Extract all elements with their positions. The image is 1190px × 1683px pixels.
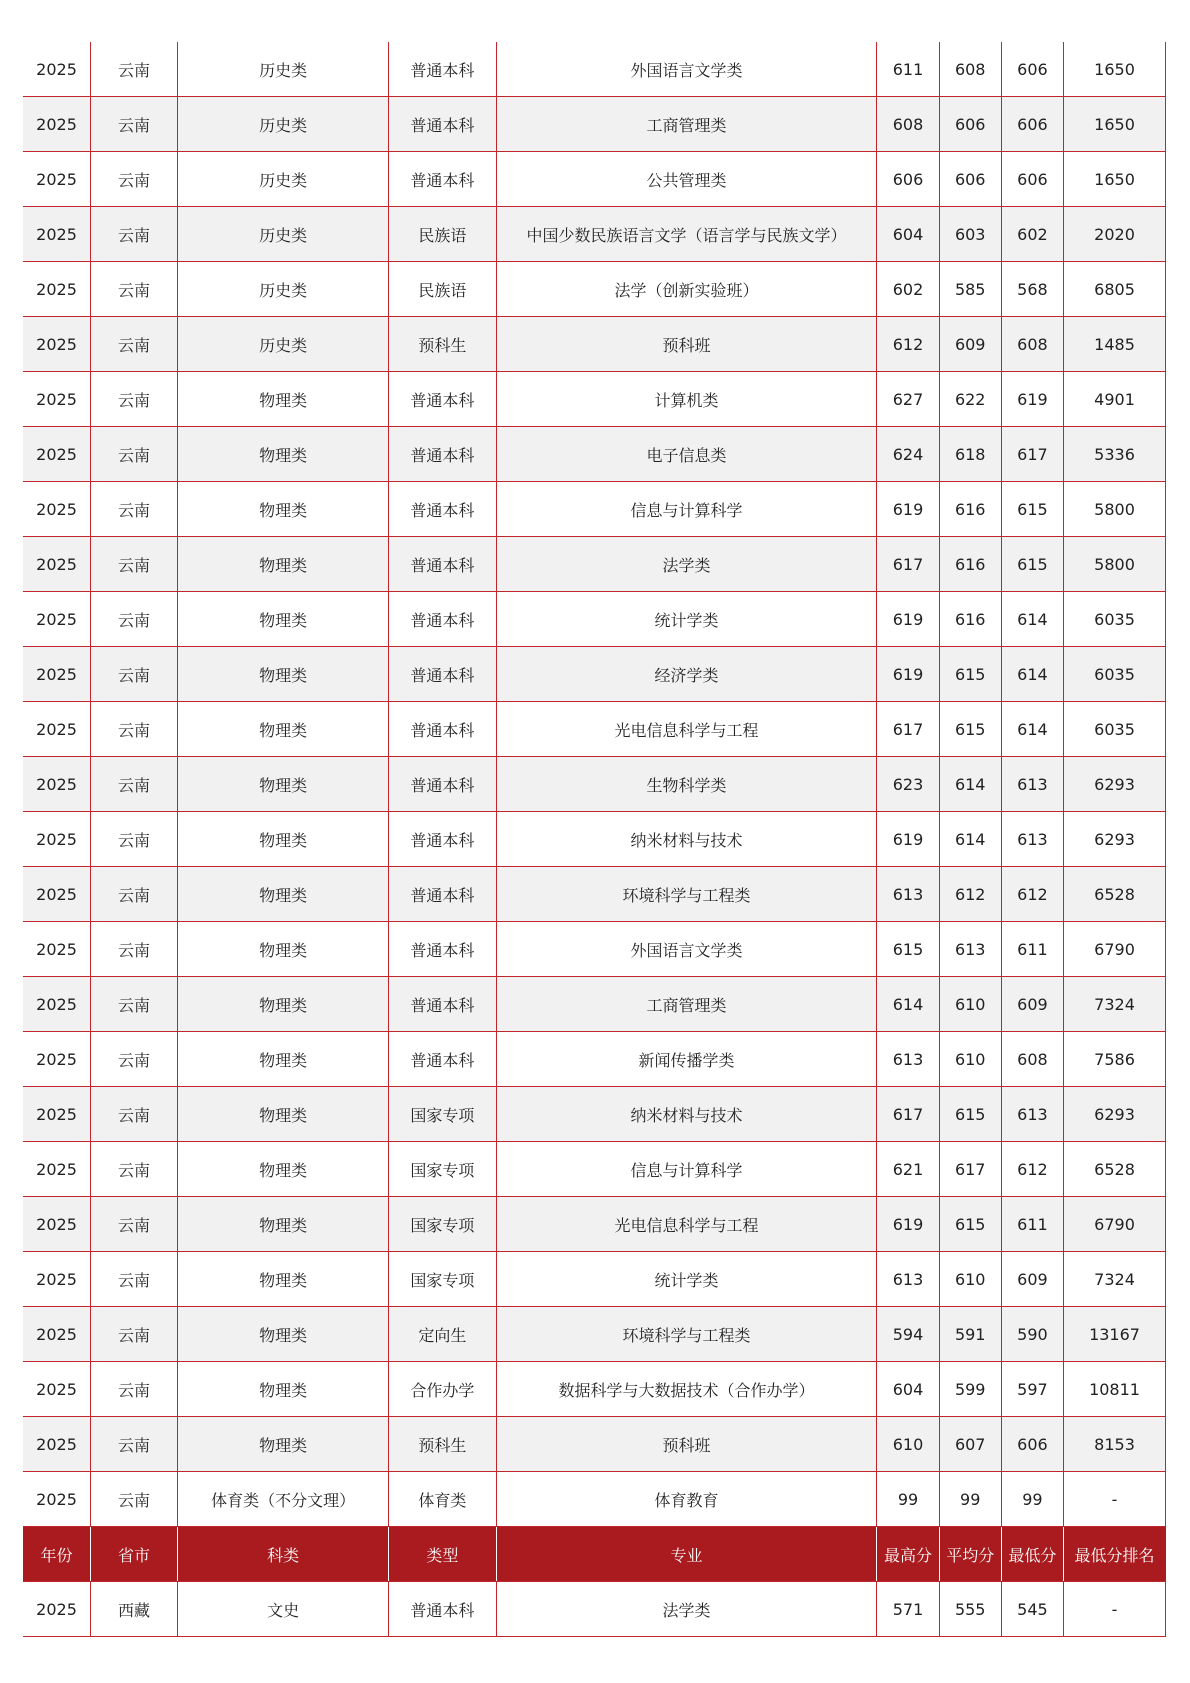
cell-admission-type: 国家专项 <box>389 1252 496 1307</box>
cell-admission-type: 普通本科 <box>389 867 496 922</box>
header-cell-major: 专业 <box>496 1527 877 1582</box>
cell-admission-type: 普通本科 <box>389 647 496 702</box>
table-row <box>23 592 1166 647</box>
cell-year: 2025 <box>23 1142 91 1197</box>
cell-highest-score: 617 <box>877 537 939 592</box>
cell-highest-score: 612 <box>877 317 939 372</box>
cell-province: 云南 <box>91 1362 178 1417</box>
cell-admission-type: 民族语 <box>389 207 496 262</box>
table-row <box>23 372 1166 427</box>
cell-admission-type: 国家专项 <box>389 1197 496 1252</box>
cell-subject-category: 物理类 <box>177 867 388 922</box>
cell-highest-score: 604 <box>877 207 939 262</box>
cell-admission-type: 体育类 <box>389 1472 496 1527</box>
cell-province: 云南 <box>91 1032 178 1087</box>
cell-province: 云南 <box>91 482 178 537</box>
cell-province: 云南 <box>91 1472 178 1527</box>
cell-average-score: 609 <box>939 317 1001 372</box>
cell-lowest-score-rank: 2020 <box>1064 207 1166 262</box>
cell-highest-score: 619 <box>877 812 939 867</box>
table-row <box>23 1087 1166 1142</box>
cell-admission-type: 国家专项 <box>389 1142 496 1197</box>
table-header-row <box>23 1527 1166 1582</box>
cell-subject-category: 物理类 <box>177 757 388 812</box>
cell-lowest-score-rank: 7324 <box>1064 1252 1166 1307</box>
cell-admission-type: 普通本科 <box>389 592 496 647</box>
cell-province: 云南 <box>91 867 178 922</box>
cell-average-score: 618 <box>939 427 1001 482</box>
cell-highest-score: 613 <box>877 1032 939 1087</box>
cell-subject-category: 物理类 <box>177 702 388 757</box>
cell-admission-type: 普通本科 <box>389 42 496 97</box>
cell-major: 法学类 <box>496 537 877 592</box>
cell-subject-category: 物理类 <box>177 1197 388 1252</box>
header-cell-year: 年份 <box>23 1527 91 1582</box>
cell-year: 2025 <box>23 1197 91 1252</box>
cell-average-score: 614 <box>939 812 1001 867</box>
cell-lowest-score: 614 <box>1001 702 1063 757</box>
cell-subject-category: 物理类 <box>177 977 388 1032</box>
cell-subject-category: 物理类 <box>177 1362 388 1417</box>
cell-year: 2025 <box>23 207 91 262</box>
cell-admission-type: 普通本科 <box>389 757 496 812</box>
cell-average-score: 606 <box>939 97 1001 152</box>
cell-lowest-score-rank: 1650 <box>1064 152 1166 207</box>
header-cell-lowest-score-rank: 最低分排名 <box>1064 1527 1166 1582</box>
cell-admission-type: 预科生 <box>389 1417 496 1472</box>
cell-average-score: 616 <box>939 592 1001 647</box>
table-row <box>23 427 1166 482</box>
cell-province: 云南 <box>91 977 178 1032</box>
cell-major: 环境科学与工程类 <box>496 1307 877 1362</box>
cell-subject-category: 历史类 <box>177 207 388 262</box>
cell-province: 云南 <box>91 1417 178 1472</box>
cell-admission-type: 普通本科 <box>389 152 496 207</box>
cell-admission-type: 普通本科 <box>389 372 496 427</box>
cell-lowest-score: 614 <box>1001 647 1063 702</box>
cell-lowest-score: 609 <box>1001 977 1063 1032</box>
cell-major: 外国语言文学类 <box>496 922 877 977</box>
cell-average-score: 608 <box>939 42 1001 97</box>
table-row <box>23 152 1166 207</box>
cell-admission-type: 普通本科 <box>389 812 496 867</box>
cell-lowest-score-rank: - <box>1064 1472 1166 1527</box>
cell-lowest-score-rank: 6790 <box>1064 922 1166 977</box>
cell-province: 云南 <box>91 702 178 757</box>
table-row <box>23 702 1166 757</box>
cell-province: 云南 <box>91 427 178 482</box>
cell-province: 云南 <box>91 372 178 427</box>
cell-lowest-score-rank: 5800 <box>1064 537 1166 592</box>
cell-year: 2025 <box>23 867 91 922</box>
cell-year: 2025 <box>23 317 91 372</box>
table-row <box>23 977 1166 1032</box>
cell-highest-score: 571 <box>877 1582 939 1637</box>
cell-admission-type: 普通本科 <box>389 537 496 592</box>
cell-lowest-score-rank: 6805 <box>1064 262 1166 317</box>
cell-province: 云南 <box>91 1252 178 1307</box>
table-row <box>23 812 1166 867</box>
cell-average-score: 599 <box>939 1362 1001 1417</box>
cell-major: 电子信息类 <box>496 427 877 482</box>
cell-year: 2025 <box>23 1032 91 1087</box>
cell-lowest-score: 612 <box>1001 1142 1063 1197</box>
cell-lowest-score: 568 <box>1001 262 1063 317</box>
cell-major: 经济学类 <box>496 647 877 702</box>
cell-province: 云南 <box>91 262 178 317</box>
cell-province: 云南 <box>91 757 178 812</box>
cell-major: 信息与计算科学 <box>496 482 877 537</box>
cell-subject-category: 物理类 <box>177 592 388 647</box>
cell-average-score: 616 <box>939 482 1001 537</box>
cell-highest-score: 627 <box>877 372 939 427</box>
cell-lowest-score-rank: 6790 <box>1064 1197 1166 1252</box>
cell-province: 云南 <box>91 1197 178 1252</box>
cell-average-score: 613 <box>939 922 1001 977</box>
cell-average-score: 99 <box>939 1472 1001 1527</box>
cell-province: 云南 <box>91 647 178 702</box>
cell-lowest-score: 606 <box>1001 97 1063 152</box>
cell-major: 法学（创新实验班） <box>496 262 877 317</box>
cell-lowest-score: 613 <box>1001 1087 1063 1142</box>
cell-province: 云南 <box>91 537 178 592</box>
cell-highest-score: 617 <box>877 1087 939 1142</box>
cell-subject-category: 物理类 <box>177 372 388 427</box>
cell-subject-category: 历史类 <box>177 97 388 152</box>
cell-year: 2025 <box>23 1472 91 1527</box>
cell-lowest-score-rank: 7586 <box>1064 1032 1166 1087</box>
cell-province: 云南 <box>91 812 178 867</box>
cell-year: 2025 <box>23 482 91 537</box>
cell-major: 预科班 <box>496 317 877 372</box>
table-row <box>23 317 1166 372</box>
cell-average-score: 622 <box>939 372 1001 427</box>
cell-major: 计算机类 <box>496 372 877 427</box>
cell-lowest-score: 606 <box>1001 1417 1063 1472</box>
cell-subject-category: 历史类 <box>177 317 388 372</box>
cell-year: 2025 <box>23 702 91 757</box>
cell-major: 预科班 <box>496 1417 877 1472</box>
cell-lowest-score: 613 <box>1001 757 1063 812</box>
cell-year: 2025 <box>23 1087 91 1142</box>
cell-lowest-score: 611 <box>1001 1197 1063 1252</box>
cell-lowest-score: 99 <box>1001 1472 1063 1527</box>
cell-subject-category: 体育类（不分文理） <box>177 1472 388 1527</box>
cell-subject-category: 文史 <box>177 1582 388 1637</box>
cell-province: 云南 <box>91 1087 178 1142</box>
admission-scores-table <box>23 42 1166 1637</box>
cell-subject-category: 历史类 <box>177 42 388 97</box>
cell-lowest-score: 606 <box>1001 42 1063 97</box>
cell-province: 云南 <box>91 97 178 152</box>
cell-year: 2025 <box>23 1252 91 1307</box>
cell-admission-type: 合作办学 <box>389 1362 496 1417</box>
cell-major: 中国少数民族语言文学（语言学与民族文学） <box>496 207 877 262</box>
cell-province: 云南 <box>91 1307 178 1362</box>
cell-major: 外国语言文学类 <box>496 42 877 97</box>
cell-major: 体育教育 <box>496 1472 877 1527</box>
cell-admission-type: 普通本科 <box>389 1582 496 1637</box>
cell-highest-score: 99 <box>877 1472 939 1527</box>
table-row <box>23 1417 1166 1472</box>
cell-province: 云南 <box>91 592 178 647</box>
cell-subject-category: 物理类 <box>177 1252 388 1307</box>
table-row <box>23 1032 1166 1087</box>
cell-major: 公共管理类 <box>496 152 877 207</box>
cell-year: 2025 <box>23 812 91 867</box>
cell-major: 环境科学与工程类 <box>496 867 877 922</box>
cell-province: 云南 <box>91 317 178 372</box>
cell-lowest-score: 590 <box>1001 1307 1063 1362</box>
cell-major: 数据科学与大数据技术（合作办学） <box>496 1362 877 1417</box>
cell-subject-category: 物理类 <box>177 537 388 592</box>
cell-average-score: 615 <box>939 647 1001 702</box>
cell-subject-category: 物理类 <box>177 1417 388 1472</box>
cell-admission-type: 普通本科 <box>389 97 496 152</box>
cell-average-score: 607 <box>939 1417 1001 1472</box>
cell-province: 西藏 <box>91 1582 178 1637</box>
cell-highest-score: 611 <box>877 42 939 97</box>
cell-admission-type: 定向生 <box>389 1307 496 1362</box>
cell-major: 法学类 <box>496 1582 877 1637</box>
cell-lowest-score: 614 <box>1001 592 1063 647</box>
cell-lowest-score: 606 <box>1001 152 1063 207</box>
cell-year: 2025 <box>23 97 91 152</box>
cell-admission-type: 预科生 <box>389 317 496 372</box>
cell-lowest-score-rank: 7324 <box>1064 977 1166 1032</box>
cell-subject-category: 物理类 <box>177 482 388 537</box>
cell-year: 2025 <box>23 1307 91 1362</box>
cell-average-score: 585 <box>939 262 1001 317</box>
cell-average-score: 603 <box>939 207 1001 262</box>
cell-lowest-score-rank: - <box>1064 1582 1166 1637</box>
table-row <box>23 1307 1166 1362</box>
cell-subject-category: 物理类 <box>177 1142 388 1197</box>
cell-average-score: 612 <box>939 867 1001 922</box>
cell-lowest-score: 612 <box>1001 867 1063 922</box>
cell-highest-score: 613 <box>877 1252 939 1307</box>
cell-admission-type: 国家专项 <box>389 1087 496 1142</box>
cell-highest-score: 615 <box>877 922 939 977</box>
header-cell-subject-category: 科类 <box>177 1527 388 1582</box>
cell-lowest-score-rank: 6293 <box>1064 812 1166 867</box>
cell-subject-category: 物理类 <box>177 1307 388 1362</box>
header-cell-admission-type: 类型 <box>389 1527 496 1582</box>
table-row <box>23 1362 1166 1417</box>
cell-year: 2025 <box>23 647 91 702</box>
cell-average-score: 610 <box>939 1252 1001 1307</box>
cell-year: 2025 <box>23 1582 91 1637</box>
cell-year: 2025 <box>23 537 91 592</box>
table-row <box>23 1582 1166 1637</box>
cell-average-score: 610 <box>939 1032 1001 1087</box>
cell-year: 2025 <box>23 152 91 207</box>
cell-year: 2025 <box>23 262 91 317</box>
cell-lowest-score: 608 <box>1001 1032 1063 1087</box>
cell-highest-score: 621 <box>877 1142 939 1197</box>
cell-highest-score: 604 <box>877 1362 939 1417</box>
header-cell-highest-score: 最高分 <box>877 1527 939 1582</box>
cell-lowest-score: 617 <box>1001 427 1063 482</box>
cell-subject-category: 物理类 <box>177 427 388 482</box>
cell-lowest-score: 609 <box>1001 1252 1063 1307</box>
cell-lowest-score: 615 <box>1001 537 1063 592</box>
cell-highest-score: 619 <box>877 592 939 647</box>
cell-year: 2025 <box>23 757 91 812</box>
cell-major: 统计学类 <box>496 592 877 647</box>
cell-highest-score: 619 <box>877 647 939 702</box>
cell-subject-category: 历史类 <box>177 262 388 317</box>
cell-lowest-score-rank: 5336 <box>1064 427 1166 482</box>
cell-highest-score: 610 <box>877 1417 939 1472</box>
table-row <box>23 922 1166 977</box>
cell-lowest-score: 597 <box>1001 1362 1063 1417</box>
table-row <box>23 1472 1166 1527</box>
cell-highest-score: 602 <box>877 262 939 317</box>
cell-average-score: 615 <box>939 1087 1001 1142</box>
table-row <box>23 262 1166 317</box>
cell-lowest-score-rank: 1485 <box>1064 317 1166 372</box>
cell-average-score: 614 <box>939 757 1001 812</box>
cell-lowest-score: 611 <box>1001 922 1063 977</box>
cell-year: 2025 <box>23 1362 91 1417</box>
cell-major: 统计学类 <box>496 1252 877 1307</box>
header-cell-province: 省市 <box>91 1527 178 1582</box>
cell-average-score: 591 <box>939 1307 1001 1362</box>
cell-average-score: 616 <box>939 537 1001 592</box>
cell-lowest-score-rank: 6293 <box>1064 757 1166 812</box>
cell-lowest-score-rank: 1650 <box>1064 97 1166 152</box>
cell-admission-type: 普通本科 <box>389 482 496 537</box>
cell-year: 2025 <box>23 372 91 427</box>
cell-lowest-score: 615 <box>1001 482 1063 537</box>
cell-province: 云南 <box>91 207 178 262</box>
cell-lowest-score: 619 <box>1001 372 1063 427</box>
cell-province: 云南 <box>91 922 178 977</box>
cell-lowest-score: 608 <box>1001 317 1063 372</box>
cell-major: 生物科学类 <box>496 757 877 812</box>
cell-average-score: 617 <box>939 1142 1001 1197</box>
header-cell-lowest-score: 最低分 <box>1001 1527 1063 1582</box>
cell-province: 云南 <box>91 1142 178 1197</box>
cell-subject-category: 历史类 <box>177 152 388 207</box>
cell-major: 纳米材料与技术 <box>496 1087 877 1142</box>
cell-subject-category: 物理类 <box>177 1087 388 1142</box>
cell-average-score: 555 <box>939 1582 1001 1637</box>
cell-lowest-score: 602 <box>1001 207 1063 262</box>
cell-admission-type: 普通本科 <box>389 922 496 977</box>
cell-highest-score: 608 <box>877 97 939 152</box>
cell-admission-type: 普通本科 <box>389 427 496 482</box>
cell-average-score: 606 <box>939 152 1001 207</box>
cell-subject-category: 物理类 <box>177 922 388 977</box>
cell-year: 2025 <box>23 42 91 97</box>
table-row <box>23 1142 1166 1197</box>
cell-admission-type: 普通本科 <box>389 702 496 757</box>
cell-major: 纳米材料与技术 <box>496 812 877 867</box>
table-row <box>23 757 1166 812</box>
table-row <box>23 537 1166 592</box>
cell-year: 2025 <box>23 922 91 977</box>
cell-lowest-score-rank: 1650 <box>1064 42 1166 97</box>
cell-lowest-score-rank: 10811 <box>1064 1362 1166 1417</box>
cell-admission-type: 普通本科 <box>389 977 496 1032</box>
cell-average-score: 615 <box>939 1197 1001 1252</box>
cell-major: 光电信息科学与工程 <box>496 702 877 757</box>
table-row <box>23 207 1166 262</box>
cell-lowest-score-rank: 13167 <box>1064 1307 1166 1362</box>
table-row <box>23 1197 1166 1252</box>
cell-year: 2025 <box>23 592 91 647</box>
cell-average-score: 615 <box>939 702 1001 757</box>
table-row <box>23 1252 1166 1307</box>
cell-lowest-score-rank: 4901 <box>1064 372 1166 427</box>
header-cell-average-score: 平均分 <box>939 1527 1001 1582</box>
cell-lowest-score-rank: 6035 <box>1064 647 1166 702</box>
table-row <box>23 97 1166 152</box>
cell-highest-score: 619 <box>877 1197 939 1252</box>
cell-major: 工商管理类 <box>496 97 877 152</box>
cell-subject-category: 物理类 <box>177 1032 388 1087</box>
cell-subject-category: 物理类 <box>177 812 388 867</box>
cell-highest-score: 624 <box>877 427 939 482</box>
table-row <box>23 867 1166 922</box>
cell-highest-score: 594 <box>877 1307 939 1362</box>
cell-highest-score: 613 <box>877 867 939 922</box>
cell-lowest-score: 613 <box>1001 812 1063 867</box>
cell-subject-category: 物理类 <box>177 647 388 702</box>
cell-lowest-score-rank: 6293 <box>1064 1087 1166 1142</box>
cell-average-score: 610 <box>939 977 1001 1032</box>
table-row <box>23 647 1166 702</box>
cell-major: 新闻传播学类 <box>496 1032 877 1087</box>
cell-admission-type: 民族语 <box>389 262 496 317</box>
table-row <box>23 42 1166 97</box>
cell-lowest-score-rank: 6035 <box>1064 702 1166 757</box>
cell-year: 2025 <box>23 977 91 1032</box>
cell-lowest-score-rank: 6528 <box>1064 1142 1166 1197</box>
cell-major: 工商管理类 <box>496 977 877 1032</box>
table-row <box>23 482 1166 537</box>
cell-highest-score: 619 <box>877 482 939 537</box>
cell-lowest-score: 545 <box>1001 1582 1063 1637</box>
cell-highest-score: 623 <box>877 757 939 812</box>
cell-province: 云南 <box>91 152 178 207</box>
cell-lowest-score-rank: 6528 <box>1064 867 1166 922</box>
cell-major: 光电信息科学与工程 <box>496 1197 877 1252</box>
cell-year: 2025 <box>23 427 91 482</box>
cell-admission-type: 普通本科 <box>389 1032 496 1087</box>
cell-year: 2025 <box>23 1417 91 1472</box>
cell-highest-score: 606 <box>877 152 939 207</box>
cell-province: 云南 <box>91 42 178 97</box>
cell-lowest-score-rank: 8153 <box>1064 1417 1166 1472</box>
cell-lowest-score-rank: 6035 <box>1064 592 1166 647</box>
cell-major: 信息与计算科学 <box>496 1142 877 1197</box>
cell-lowest-score-rank: 5800 <box>1064 482 1166 537</box>
cell-highest-score: 614 <box>877 977 939 1032</box>
cell-highest-score: 617 <box>877 702 939 757</box>
